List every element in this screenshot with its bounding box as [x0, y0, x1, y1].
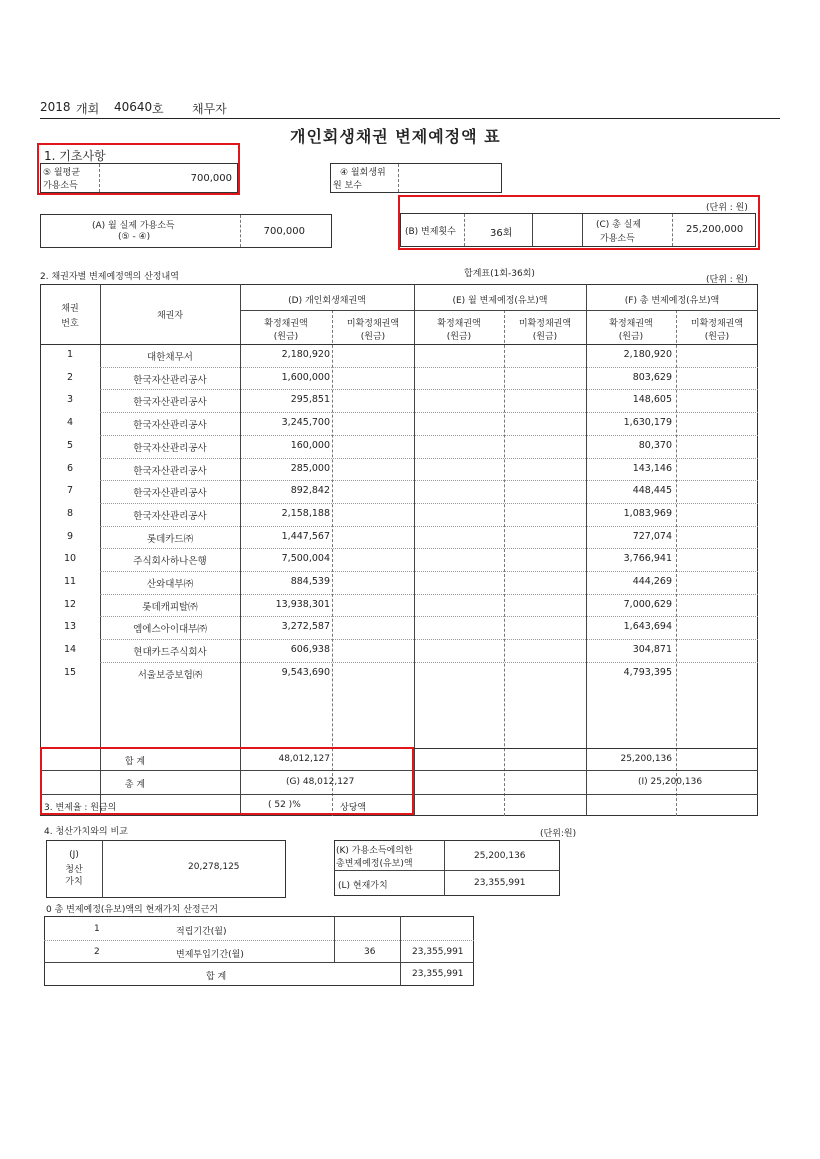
b-label: (B) 변제횟수: [405, 227, 456, 237]
row-5-no: 5: [66, 439, 74, 451]
row-12-f-fixed: 7,000,629: [623, 598, 672, 610]
repay-rate: ( 52 )%: [268, 800, 301, 810]
a-label-2: (⑤ - ④): [118, 232, 151, 242]
c-label-2: 가용소득: [600, 234, 635, 244]
highlight-basic: [37, 143, 240, 195]
b-value: 36회: [490, 228, 513, 239]
monthly-income-label-2: 가용소득: [43, 181, 78, 191]
row-14-no: 14: [63, 644, 77, 656]
row-1-d-fixed: 2,180,920: [281, 349, 330, 360]
l-label: (L) 현재가치: [338, 881, 388, 891]
highlight-bc: [398, 195, 760, 250]
sum-d-value: 48,012,127: [278, 754, 330, 764]
row-8-f-fixed: 1,083,969: [623, 507, 672, 519]
row-10-d-fixed: 7,500,004: [281, 553, 330, 565]
row-8-creditor: 한국자산관리공사: [133, 510, 207, 522]
sub-unfixed-f-2: (원금): [704, 332, 730, 342]
monthly-income-value: 700,000: [190, 173, 232, 184]
row-12-no: 12: [63, 598, 77, 610]
row-6-creditor: 한국자산관리공사: [133, 465, 207, 477]
row-4-no: 4: [66, 417, 74, 429]
row-12-d-fixed: 13,938,301: [275, 598, 330, 610]
sum-f-value: 25,200,136: [620, 754, 672, 764]
a-value: 700,000: [263, 226, 305, 237]
row-9-creditor: 롯데카드㈜: [146, 533, 194, 545]
row-6-f-fixed: 143,146: [632, 462, 672, 474]
col-d-header: (D) 개인회생채권액: [288, 296, 366, 306]
pv-row-1-label: 적립기간(월): [176, 927, 227, 937]
unit-label-3: (단위:원): [540, 829, 577, 839]
row-8-d-fixed: 2,158,188: [281, 507, 330, 519]
row-2-no: 2: [66, 371, 74, 383]
row-3-d-fixed: 295,851: [290, 394, 330, 406]
monthly-income-label-1: ⑤ 월평균: [43, 168, 81, 178]
row-2-d-fixed: 1,600,000: [281, 371, 330, 383]
k-label-1: (K) 가용소득에의한: [336, 846, 413, 856]
col-e-header: (E) 월 변제예정(유보)액: [452, 296, 548, 306]
col-no-header-1: 채권: [61, 304, 79, 314]
a-label-1: (A) 월 실제 가용소득: [92, 221, 175, 231]
sub-unfixed-d-2: (원금): [360, 332, 386, 342]
col-creditor-header: 채권자: [156, 311, 184, 321]
sub-fixed-e-1: 확정채권액: [437, 319, 481, 329]
row-7-no: 7: [66, 485, 74, 497]
row-1-no: 1: [66, 349, 74, 360]
row-10-f-fixed: 3,766,941: [623, 553, 672, 565]
row-2-f-fixed: 803,629: [632, 371, 672, 383]
row-12-creditor: 롯데캐피탈㈜: [142, 601, 198, 613]
row-13-f-fixed: 1,643,694: [623, 621, 672, 633]
sum-label: 합 계: [124, 757, 146, 767]
row-14-f-fixed: 304,871: [632, 644, 672, 656]
sub-fixed-e-2: (원금): [446, 332, 472, 342]
row-10-creditor: 주식회사하나은행: [133, 556, 207, 568]
section2-title: 2. 채권자별 변제예정액의 산정내역: [40, 272, 179, 282]
row-3-no: 3: [66, 394, 74, 406]
col-f-header: (F) 총 변제예정(유보)액: [624, 296, 720, 306]
trustee-label-2: 원 보수: [333, 181, 362, 191]
row-11-d-fixed: 884,539: [290, 576, 330, 587]
l-value: 23,355,991: [474, 878, 526, 888]
sub-fixed-f-1: 확정채권액: [609, 319, 653, 329]
k-label-2: 총변제예정(유보)액: [336, 859, 413, 869]
row-9-no: 9: [66, 530, 74, 542]
case-type: 개회: [76, 102, 100, 116]
row-6-no: 6: [66, 462, 74, 474]
row-11-f-fixed: 444,269: [632, 576, 672, 587]
row-15-d-fixed: 9,543,690: [281, 666, 330, 678]
total-label: 총 계: [124, 780, 146, 790]
j-label-3: 가치: [65, 877, 83, 887]
row-13-no: 13: [63, 621, 77, 633]
sub-fixed-f-2: (원금): [618, 332, 644, 342]
sub-fixed-d-1: 확정채권액: [264, 319, 308, 329]
section4-title: 4. 청산가치와의 비교: [44, 827, 128, 837]
row-6-d-fixed: 285,000: [290, 462, 330, 474]
sub-unfixed-e-2: (원금): [532, 332, 558, 342]
c-value: 25,200,000: [686, 224, 744, 235]
row-4-d-fixed: 3,245,700: [281, 417, 330, 429]
row-14-creditor: 현대카드주식회사: [133, 647, 207, 659]
trustee-label-1: ④ 월회생위: [340, 168, 386, 178]
section1-title: 1. 기초사항: [44, 149, 106, 163]
j-label-2: 청산: [65, 865, 83, 875]
j-label-1: (J): [69, 850, 79, 860]
sum-table-note: 합계표(1회-36회): [464, 269, 535, 279]
pv-row-2-no: 2: [94, 947, 100, 957]
row-4-f-fixed: 1,630,179: [623, 417, 672, 429]
row-3-f-fixed: 148,605: [632, 394, 672, 406]
total-i-value: (I) 25,200,136: [638, 777, 703, 787]
row-5-d-fixed: 160,000: [290, 439, 330, 451]
unit-label-1: (단위 : 원): [706, 203, 748, 213]
row-13-d-fixed: 3,272,587: [281, 621, 330, 633]
row-14-d-fixed: 606,938: [290, 644, 330, 656]
creditor-table: [40, 284, 758, 816]
row-10-no: 10: [63, 553, 77, 565]
row-15-no: 15: [63, 666, 77, 678]
section5-title: 0 총 변제예정(유보)액의 현재가치 산정근거: [46, 905, 218, 915]
row-5-creditor: 한국자산관리공사: [133, 442, 207, 454]
row-8-no: 8: [66, 507, 74, 519]
row-1-creditor: 대한채무서: [147, 352, 193, 363]
row-5-f-fixed: 80,370: [638, 439, 672, 451]
pv-basis-table: [44, 916, 474, 986]
sub-unfixed-f-1: 미확정채권액: [690, 319, 744, 329]
pv-total-label: 합 계: [206, 972, 227, 982]
row-4-creditor: 한국자산관리공사: [133, 420, 207, 432]
pv-row-2-label: 변제투입기간(월): [176, 950, 244, 960]
party-label: 채무자: [192, 102, 227, 116]
sub-unfixed-d-1: 미확정채권액: [346, 319, 400, 329]
case-suffix: 호: [152, 102, 164, 116]
sub-unfixed-e-1: 미확정채권액: [518, 319, 572, 329]
row-9-d-fixed: 1,447,567: [281, 530, 330, 542]
sub-fixed-d-2: (원금): [273, 332, 299, 342]
row-7-f-fixed: 448,445: [632, 485, 672, 497]
highlight-totals: [40, 747, 414, 815]
page-title: 개인회생채권 변제예정액 표: [290, 127, 501, 146]
repay-rate-suffix: 상당액: [340, 803, 367, 813]
row-1-f-fixed: 2,180,920: [623, 349, 672, 360]
col-no-header-2: 번호: [61, 319, 79, 329]
case-year: 2018: [40, 100, 71, 114]
section3-title: 3. 변제율 : 원금의: [44, 803, 117, 813]
row-2-creditor: 한국자산관리공사: [133, 374, 207, 386]
c-label-1: (C) 총 실제: [596, 220, 642, 230]
total-g-value: (G) 48,012,127: [286, 777, 355, 787]
pv-row-2-value: 23,355,991: [412, 947, 464, 957]
row-11-creditor: 산와대부㈜: [146, 579, 194, 590]
row-11-no: 11: [63, 576, 77, 587]
row-13-creditor: 엠에스아이대부㈜: [133, 624, 207, 636]
row-15-f-fixed: 4,793,395: [623, 666, 672, 678]
case-number: 40640: [114, 100, 153, 114]
row-3-creditor: 한국자산관리공사: [133, 397, 207, 409]
j-value: 20,278,125: [188, 862, 240, 872]
k-value: 25,200,136: [474, 851, 526, 861]
pv-total-value: 23,355,991: [412, 969, 464, 979]
row-7-d-fixed: 892,842: [290, 485, 330, 497]
pv-row-2-count: 36: [364, 947, 376, 957]
pv-row-1-no: 1: [94, 924, 100, 934]
unit-label-2: (단위 : 원): [706, 275, 748, 285]
row-7-creditor: 한국자산관리공사: [133, 488, 207, 500]
row-9-f-fixed: 727,074: [632, 530, 672, 542]
row-15-creditor: 서울보증보험㈜: [137, 669, 203, 681]
